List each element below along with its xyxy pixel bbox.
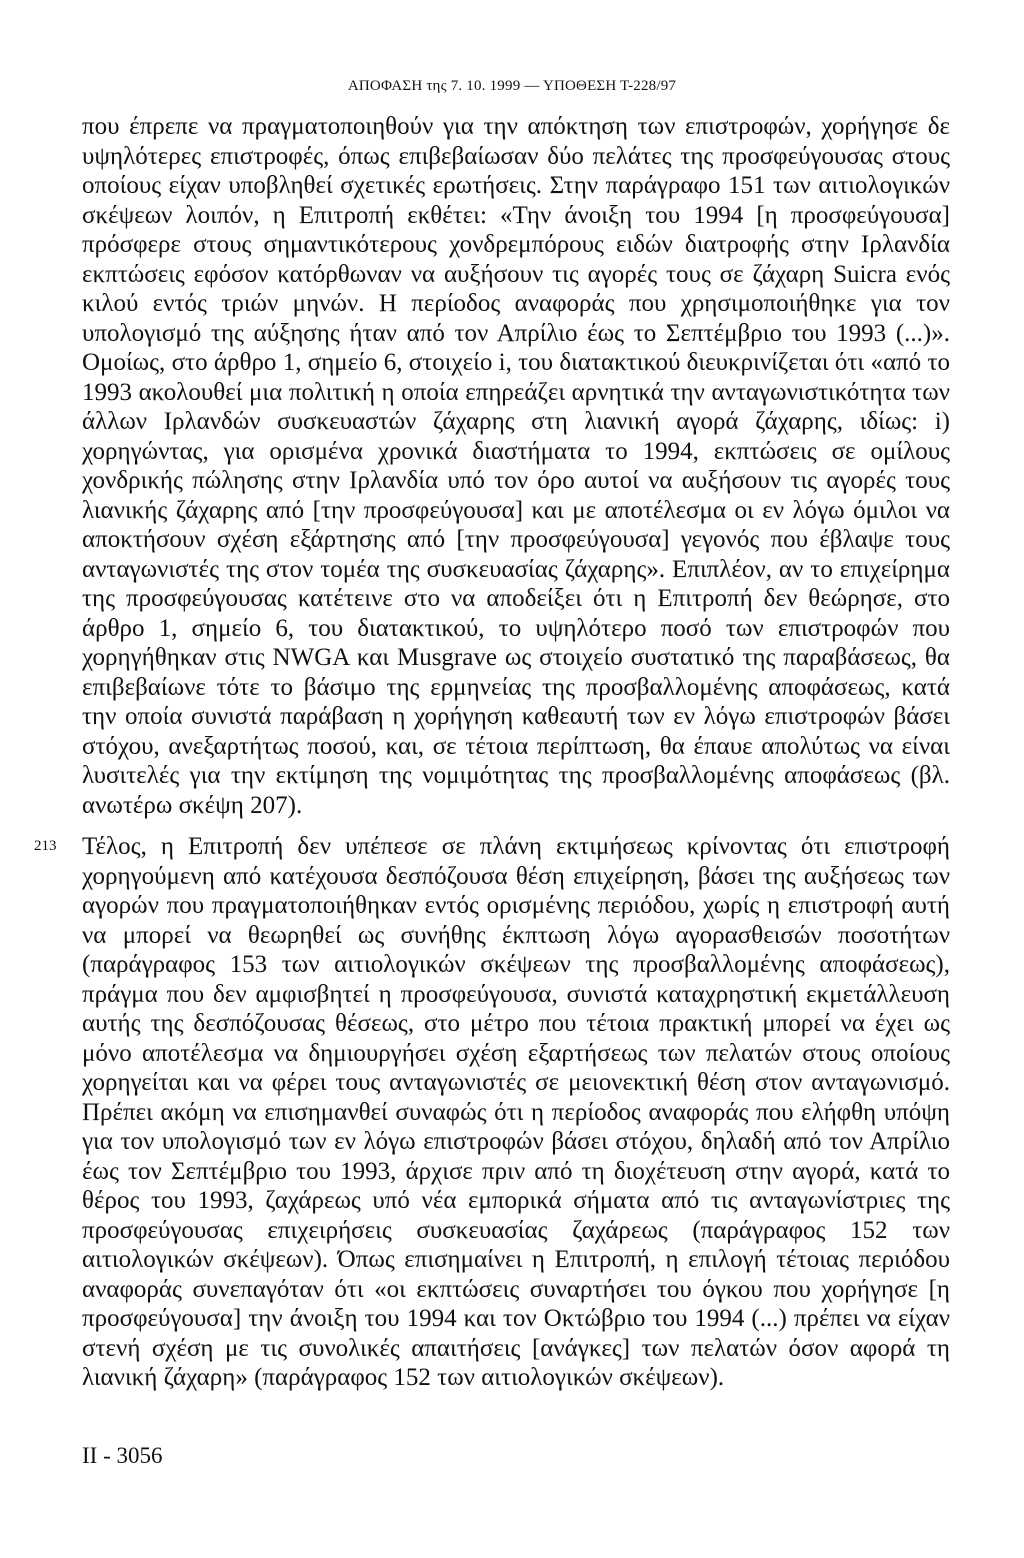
page-number: II - 3056 xyxy=(82,1443,163,1468)
running-header: ΑΠΟΦΑΣΗ της 7. 10. 1999 — ΥΠΟΘΕΣΗ Τ-228/97 xyxy=(347,78,677,94)
paragraph-continued: που έπρεπε να πραγματοποιηθούν για την απόκτηση των επιστροφών, χορήγησε δε υψηλότερες επιστροφές, όπως επιβεβαίωσαν δύο πελάτες της προσφεύγουσας στους οποίους είχαν υποβληθεί σχετικές ερωτήσεις. Στην παράγραφο 151 των αιτιολογικών σκέψεων λοιπόν, η Επιτροπή εκθέτει: «Την άνοιξη του 1994 [η προσφεύγουσα] πρόσφερε στους σημαντικότερους χονδρεμπόρους ειδών διατροφής στην Ιρλανδία εκπτώσεις εφόσον κατόρθωναν να αυξήσουν τις αγορές τους σε ζάχαρη Suicra ενός κιλού εντός τριών μηνών. Η περίοδος αναφοράς που χρησιμοποιήθηκε για τον υπολογισμό της αύξησης ήταν από τον Απρίλιο έως το Σεπτέμβριο του 1993 (...)». Ομοίως, στο άρθρο 1, σημείο 6, στοιχείο i, του διατακτικού διευκρινίζεται ότι «από το 1993 ακολουθεί μια πολιτική η οποία επηρεάζει αρνητικά την ανταγωνιστικότητα των άλλων Ιρλανδών συσκευαστών ζάχαρης στη λιανική αγορά ζάχαρης, ιδίως: i) χορηγώντας, για ορισμένα χρονικά διαστήματα το 1994, εκπτώσεις σε ομίλους χονδρικής πώλησης στην Ιρλανδία υπό τον όρο αυτοί να αυξήσουν τις αγορές τους λιανικής ζάχαρης από [την προσφεύγουσα] και με αποτέλεσμα οι εν λόγω όμιλοι να αποκτήσουν σχέση εξάρτησης από [την προσφεύγουσα] γεγονός που έβλαψε τους ανταγωνιστές της στον τομέα της συσκευασίας ζάχαρης». Επιπλέον, αν το επιχείρημα της προσφεύγουσας κατέτεινε στο να αποδείξει ότι η Επιτροπή δεν θεώρησε, στο άρθρο 1, σημείο 6, του διατακτικού, το υψηλότερο ποσό των επιστροφών που χορηγήθηκαν στις NWGA και Musgrave ως στοιχείο συστατικό της παραβάσεως, θα επιβεβαίωνε τότε το βάσιμο της ερμηνείας της προσβαλλομένης αποφάσεως, κατά την οποία συνιστά παράβαση η χορήγηση καθεαυτή των εν λόγω επιστροφών βάσει στόχου, ανεξαρτήτως ποσού, και, σε τέτοια περίπτωση, θα έπαυε απολύτως να είναι λυσιτελές για την εκτίμηση της νομιμότητας της προσβαλλομένης αποφάσεως (βλ. ανωτέρω σκέψη 207). xyxy=(82,113,950,819)
paragraph-213-text: Τέλος, η Επιτροπή δεν υπέπεσε σε πλάνη εκτιμήσεως κρίνοντας ότι επιστροφή χορηγούμενη από κατέχουσα δεσπόζουσα θέση επιχείρηση, βάσει της αυξήσεως των αγορών που πραγματοποιήθηκαν εντός ορισμένης περιόδου, χωρίς η επιστροφή αυτή να μπορεί να θεωρηθεί ως συνήθης έκπτωση λόγω αγορασθεισών ποσοτήτων (παράγραφος 153 των αιτιολογικών σκέψεων της προσβαλλομένης αποφάσεως), πράγμα που δεν αμφισβητεί η προσφεύγουσα, συνιστά καταχρηστική εκμετάλλευση αυτής της δεσπόζουσας θέσεως, στο μέτρο που τέτοια πρακτική μπορεί να έχει ως μόνο αποτέλεσμα να δημιουργήσει σχέση εξαρτήσεως των πελατών στους οποίους χορηγείται και να φέρει τους ανταγωνιστές σε μειονεκτική θέση στον ανταγωνισμό. Πρέπει ακόμη να επισημανθεί συναφώς ότι η περίοδος αναφοράς που ελήφθη υπόψη για τον υπολογισμό των εν λόγω επιστροφών βάσει στόχου, δηλαδή από τον Απρίλιο έως τον Σεπτέμβριο του 1993, άρχισε πριν από τη διοχέτευση στην αγορά, κατά το θέρος του 1993, ζαχάρεως υπό νέα εμπορικά σήματα από τις ανταγωνίστριες της προσφεύγουσας επιχειρήσεις συσκευασίας ζαχάρεως (παράγραφος 152 των αιτιολογικών σκέψεων). Όπως επισημαίνει η Επιτροπή, η επιλογή τέτοιας περιόδου αναφοράς συνεπαγόταν ότι «οι εκπτώσεις συναρτήσει του όγκου που χορήγησε [η προσφεύγουσα] την άνοιξη του 1994 και τον Οκτώβριο του 1994 (...) πρέπει να είχαν στενή σχέση με τις συνολικές απαιτήσεις [ανάγκες] των πελατών όσον αφορά τη λιανική ζάχαρη» (παράγραφος 152 των αιτιολογικών σκέψεων). xyxy=(82,833,950,1391)
paragraph-number: 213 xyxy=(34,838,57,854)
